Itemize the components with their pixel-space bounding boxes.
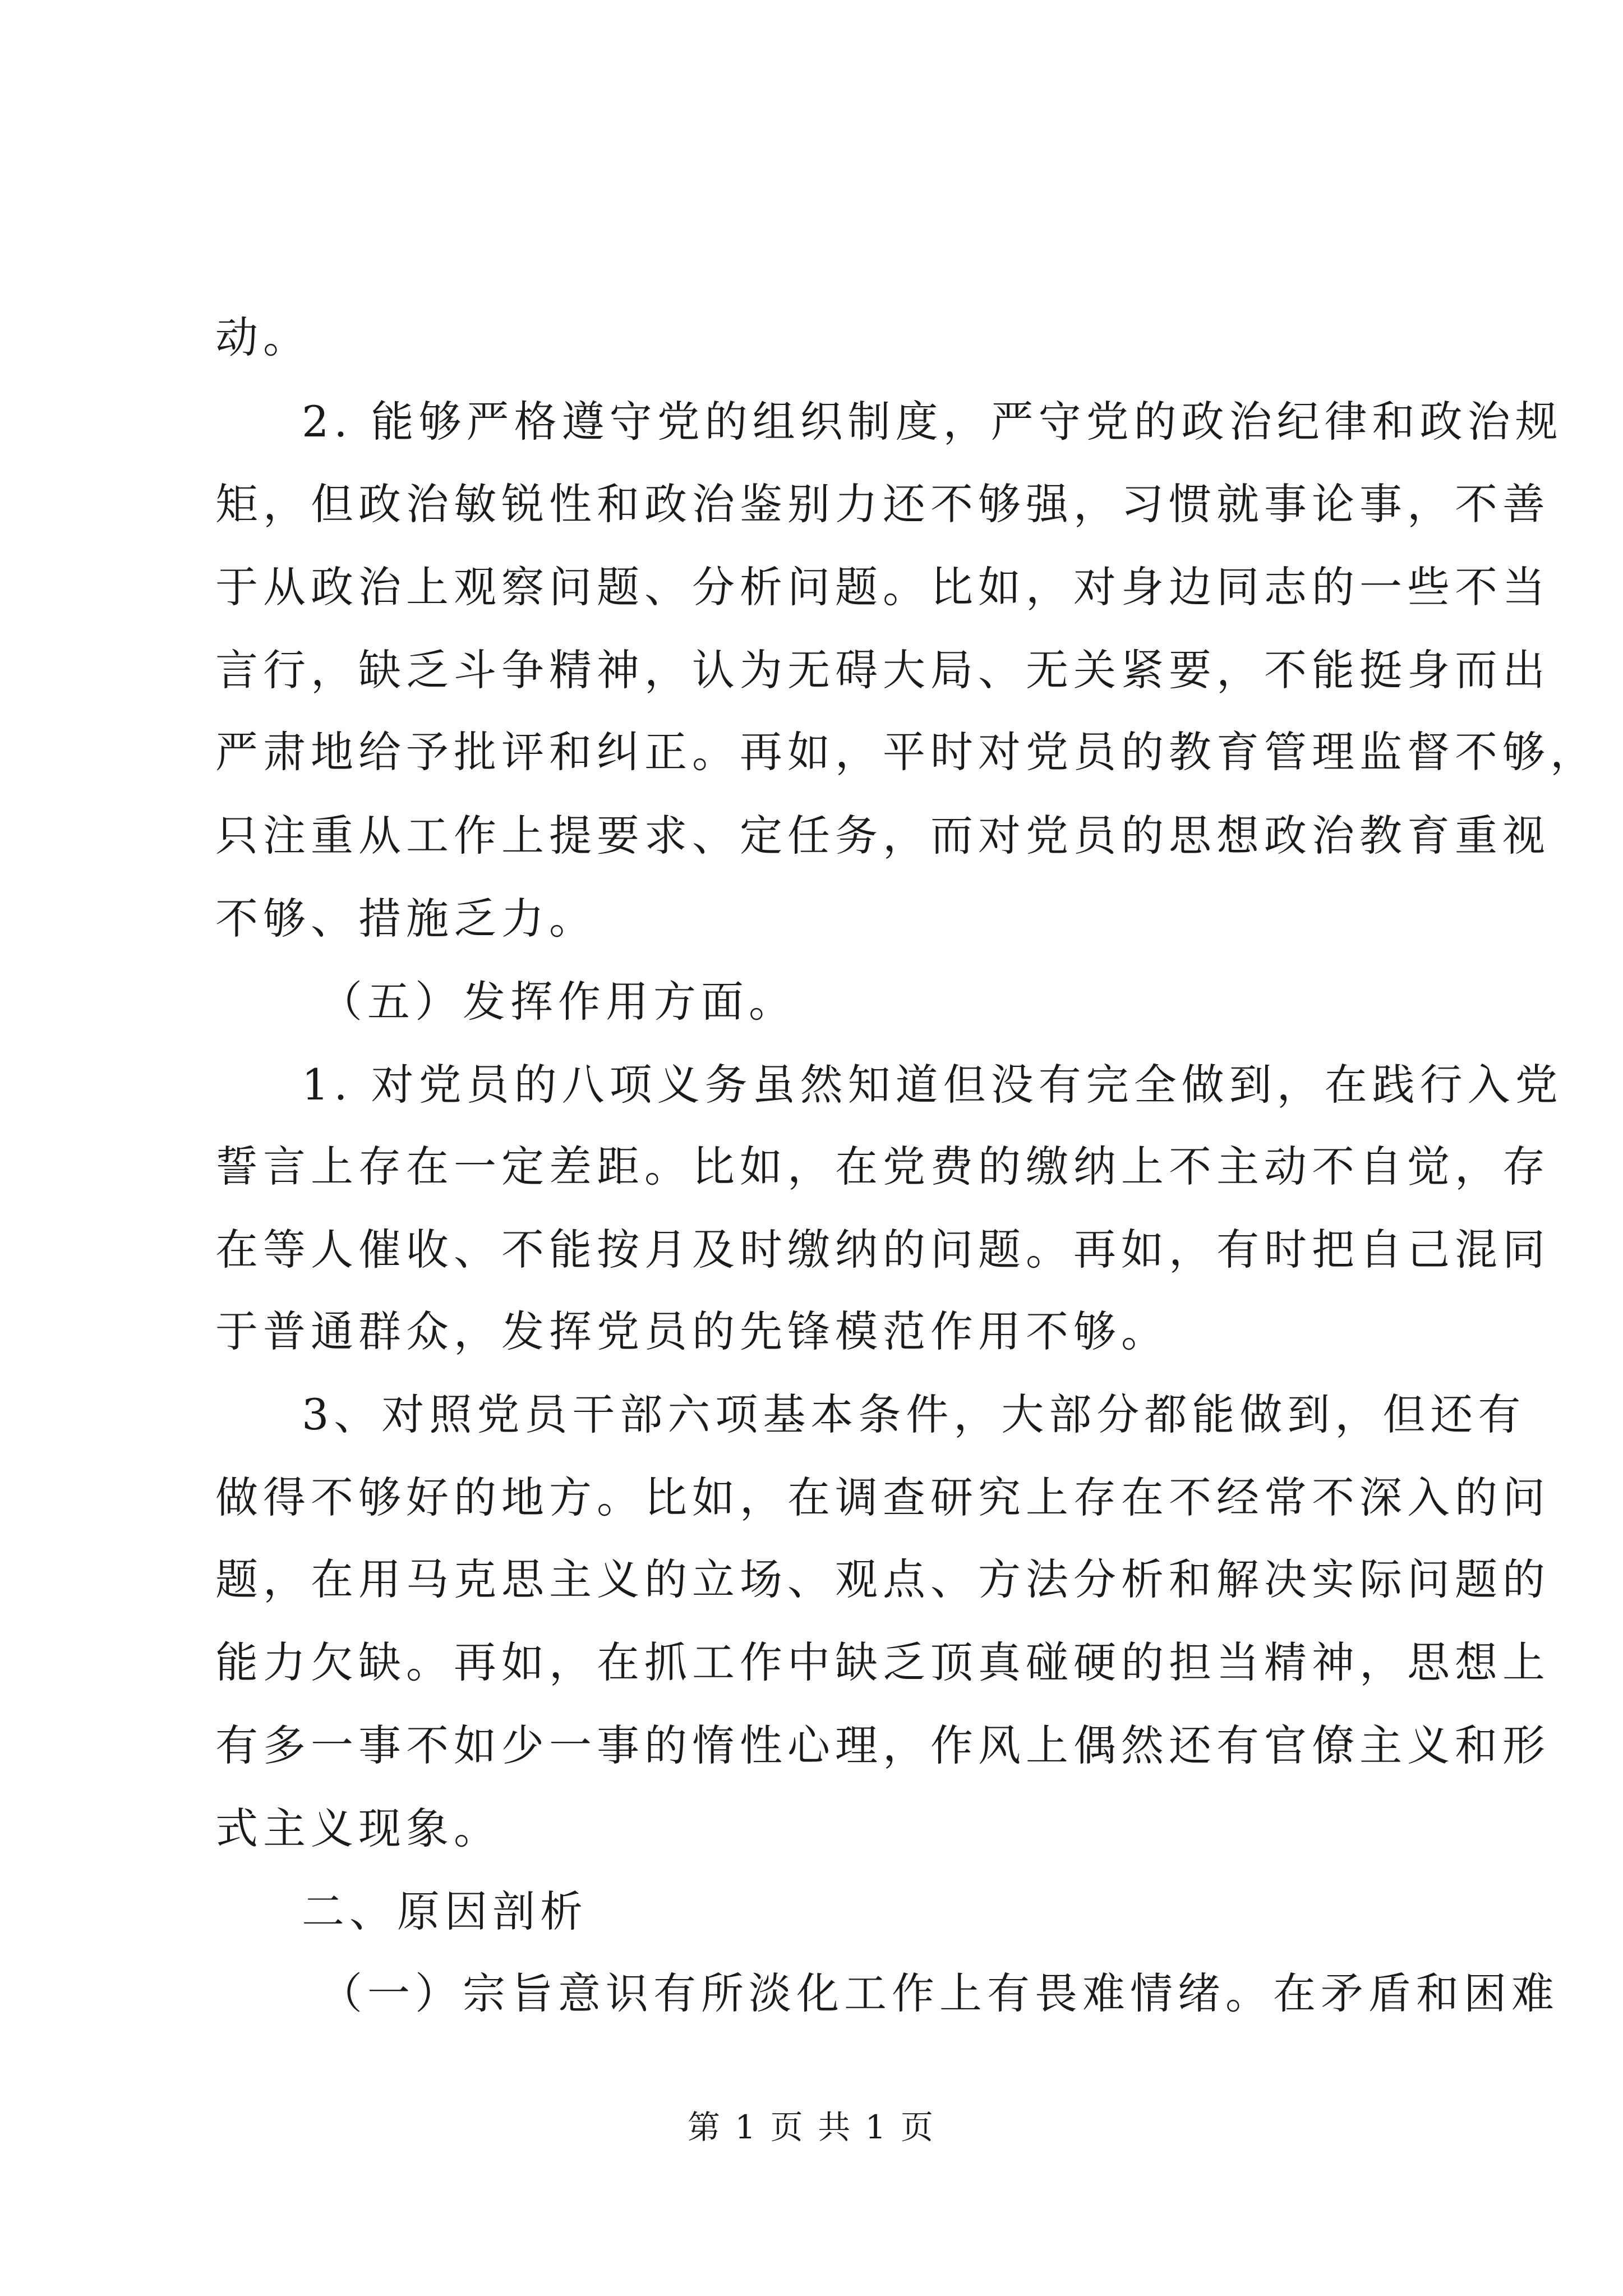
body-text-line: 动。: [215, 312, 311, 362]
body-text-line: 做得不够好的地方。比如，在调查研究上存在不经常不深入的问: [215, 1473, 1550, 1522]
body-text-line: 不够、措施乏力。: [215, 894, 597, 944]
body-text-line: 1. 对党员的八项义务虽然知道但没有完全做到，在践行入党: [302, 1060, 1563, 1110]
body-text-line: 2. 能够严格遵守党的组织制度，严守党的政治纪律和政治规: [302, 397, 1563, 447]
body-text-line: 能力欠缺。再如，在抓工作中缺乏顶真碰硬的担当精神，思想上: [215, 1637, 1550, 1687]
body-text-line: 于从政治上观察问题、分析问题。比如，对身边同志的一些不当: [215, 562, 1550, 612]
body-text-line: 3、对照党员干部六项基本条件，大部分都能做到，但还有: [302, 1389, 1526, 1439]
body-text-line: 在等人催收、不能按月及时缴纳的问题。再如，有时把自己混同: [215, 1225, 1550, 1274]
body-text-line: 严肃地给予批评和纠正。再如，平时对党员的教育管理监督不够，: [215, 727, 1598, 777]
body-text-line: 誓言上存在一定差距。比如，在党费的缴纳上不主动不自觉，存: [215, 1142, 1550, 1191]
body-text-line: 言行，缺乏斗争精神，认为无碍大局、无关紧要，不能挺身而出: [215, 645, 1550, 695]
body-text-line: （一）宗旨意识有所淡化工作上有畏难情绪。在矛盾和困难: [320, 1968, 1559, 2018]
section-heading: 二、原因剖析: [302, 1887, 588, 1936]
body-text-line: 有多一事不如少一事的惰性心理，作风上偶然还有官僚主义和形: [215, 1720, 1550, 1770]
body-text-line: 式主义现象。: [215, 1803, 501, 1853]
body-text-line: 矩，但政治敏锐性和政治鉴别力还不够强，习惯就事论事，不善: [215, 479, 1550, 529]
body-text-line: 于普通群众，发挥党员的先锋模范作用不够。: [215, 1306, 1169, 1356]
section-heading: （五）发挥作用方面。: [320, 977, 796, 1027]
body-text-line: 只注重从工作上提要求、定任务，而对党员的思想政治教育重视: [215, 811, 1550, 861]
page-footer: 第 1 页 共 1 页: [688, 2108, 935, 2146]
body-text-line: 题，在用马克思主义的立场、观点、方法分析和解决实际问题的: [215, 1554, 1550, 1604]
